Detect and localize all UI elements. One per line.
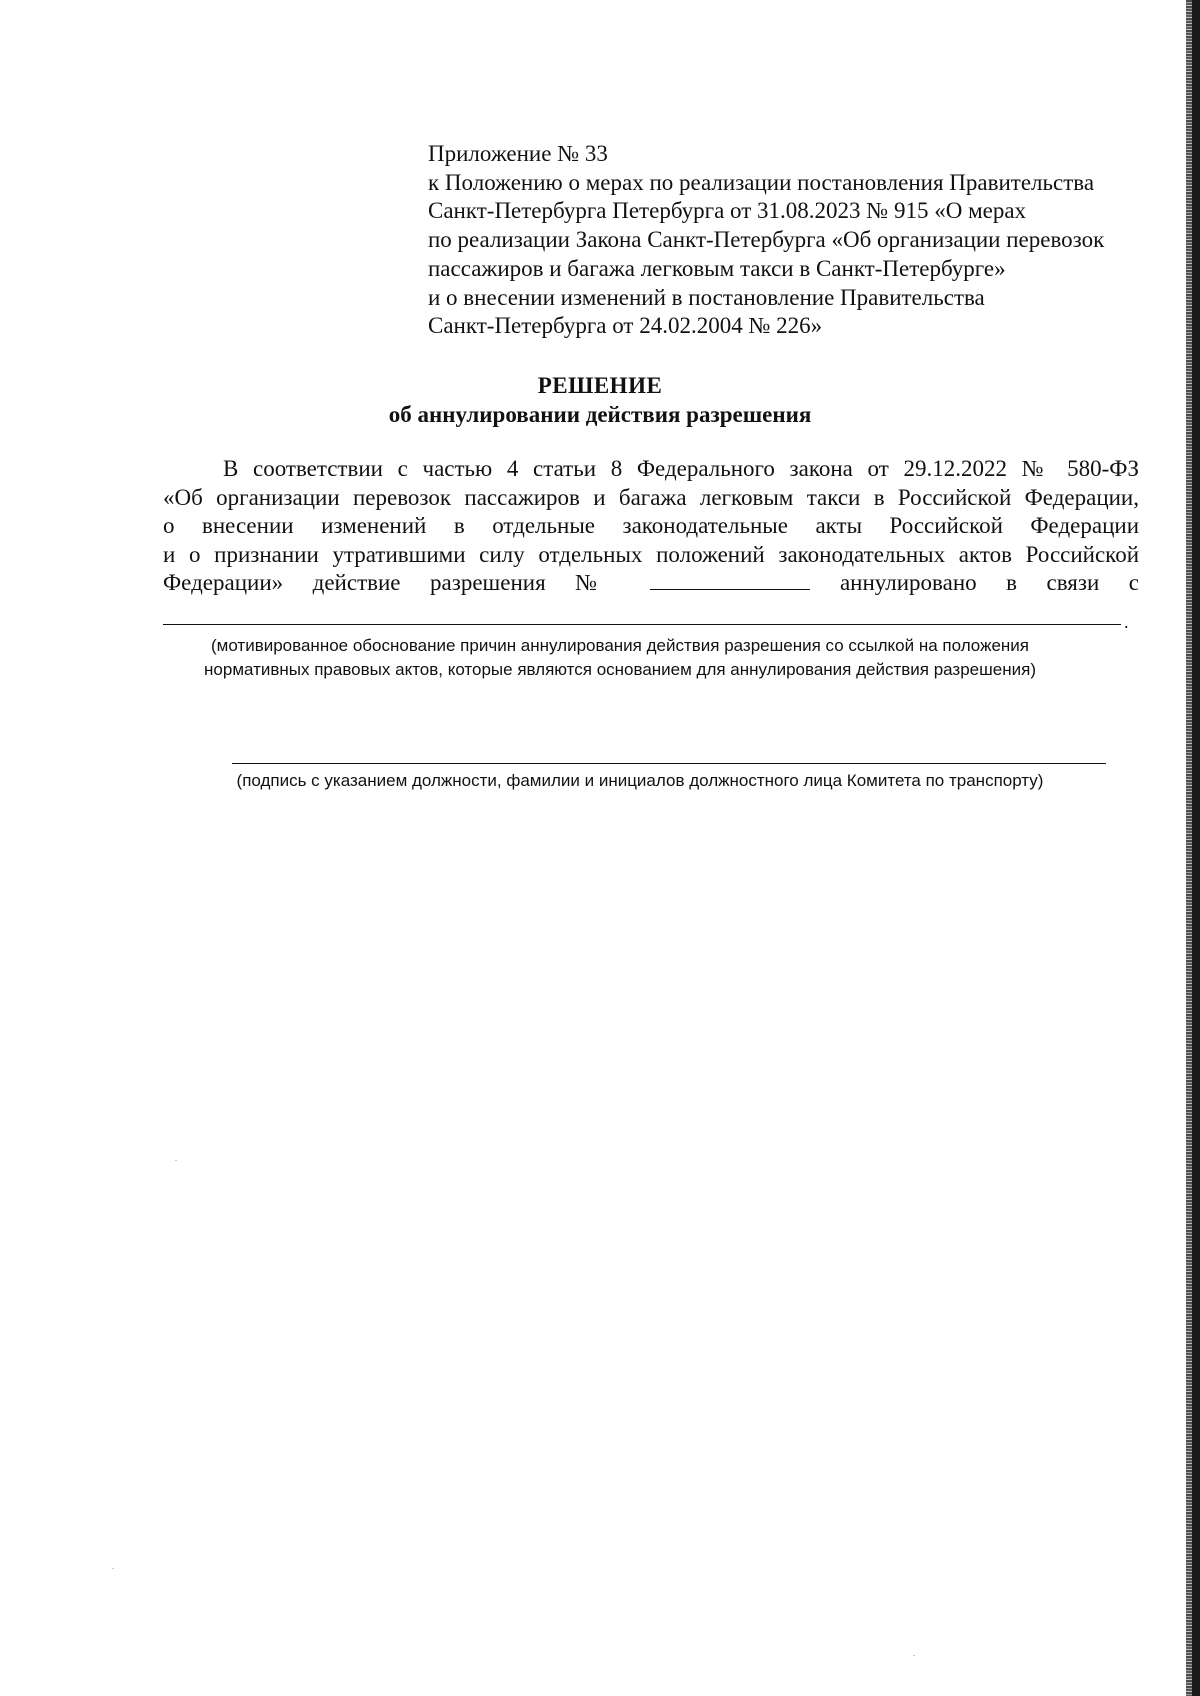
body-last-line	[163, 569, 1139, 598]
appendix-header	[428, 140, 1148, 341]
permit-number-blank	[650, 571, 810, 590]
body-line: В соответствии с частью 4 статьи 8 Федерального закона от 29.12.2022 № 580-ФЗ	[223, 456, 1139, 481]
appendix-line: Санкт-Петербурга от 24.02.2004 № 226»	[428, 313, 823, 339]
reason-caption-line: нормативных правовых актов, которые являются основанием для аннулирования действия разрешения)	[204, 660, 1036, 679]
scan-speck	[112, 1568, 114, 1569]
document-subtitle: об аннулировании действия разрешения	[388, 402, 812, 427]
appendix-line: пассажиров и багажа легковым такси в Санкт-Петербурге»	[428, 255, 1006, 281]
scan-speck	[913, 1655, 915, 1656]
appendix-line: к Положению о мерах по реализации постановления Правительства	[428, 169, 1095, 195]
scan-edge-dark	[1192, 0, 1200, 1696]
period-mark: .	[1124, 612, 1129, 632]
reason-caption	[120, 634, 1120, 682]
signature-fill-line	[232, 763, 1106, 764]
appendix-line: и о внесении изменений в постановление Правительства	[428, 284, 985, 310]
body-last-line-end: аннулировано в связи с	[839, 570, 1140, 596]
reason-fill-line	[163, 624, 1121, 625]
appendix-line: Приложение № 33	[428, 141, 608, 166]
signature-caption: (подпись с указанием должности, фамилии и инициалов должностного лица Комитета по транспорту)	[236, 771, 1044, 790]
reason-caption-line: (мотивированное обоснование причин аннулирования действия разрешения со ссылкой на положения	[210, 636, 1029, 655]
document-title: РЕШЕНИЕ	[537, 373, 663, 398]
body-last-line-start: Федерации» действие разрешения №	[163, 570, 621, 596]
decision-body	[163, 455, 1139, 598]
body-line: «Об организации перевозок пассажиров и багажа легковым такси в Российской Федерации,	[163, 484, 1139, 510]
scan-speck	[175, 1160, 177, 1161]
body-line: и о признании утратившими силу отдельных положений законодательных актов Российской	[163, 541, 1139, 567]
body-line: о внесении изменений в отдельные законодательные акты Российской Федерации	[163, 513, 1139, 539]
appendix-line: по реализации Закона Санкт-Петербурга «Об организации перевозок	[428, 227, 1105, 253]
appendix-line: Санкт-Петербурга Петербурга от 31.08.2023 № 915 «О мерах	[428, 198, 1027, 224]
